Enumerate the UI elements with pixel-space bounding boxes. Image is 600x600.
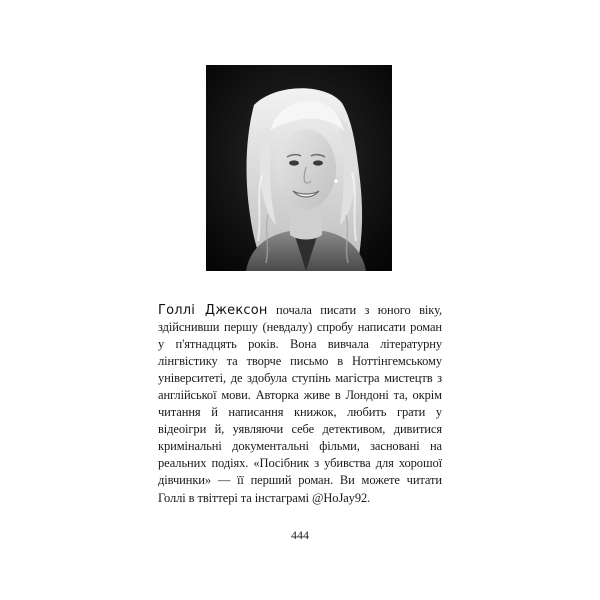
author-bio [158,302,442,507]
author-name: Голлі Джексон [158,302,268,318]
author-bio-text: почала писати з юного віку, здійснивши першу (невдалу) спробу написати роман у п'ятнадцять років. Вона вивчала літературну лінгвістику та творче письмо в Ноттінгемському університеті, де здобула ступінь магістра мистецтв з англійської мови. Авторка живе в Лондоні та, окрім читання й написання книжок, любить грати у відеоігри й, уявляючи себе детективом, дивитися кримінальні документальні фільми, засновані на реальних подіях. «Посібник з убивства для хорошої дівчинки» — її перший роман. Ви можете читати Голлі в твіттері та інстаграмі @HoJay92. [158,302,442,505]
page-number: 444 [291,528,309,542]
author-portrait-photo [206,65,392,271]
portrait-image [206,65,392,271]
